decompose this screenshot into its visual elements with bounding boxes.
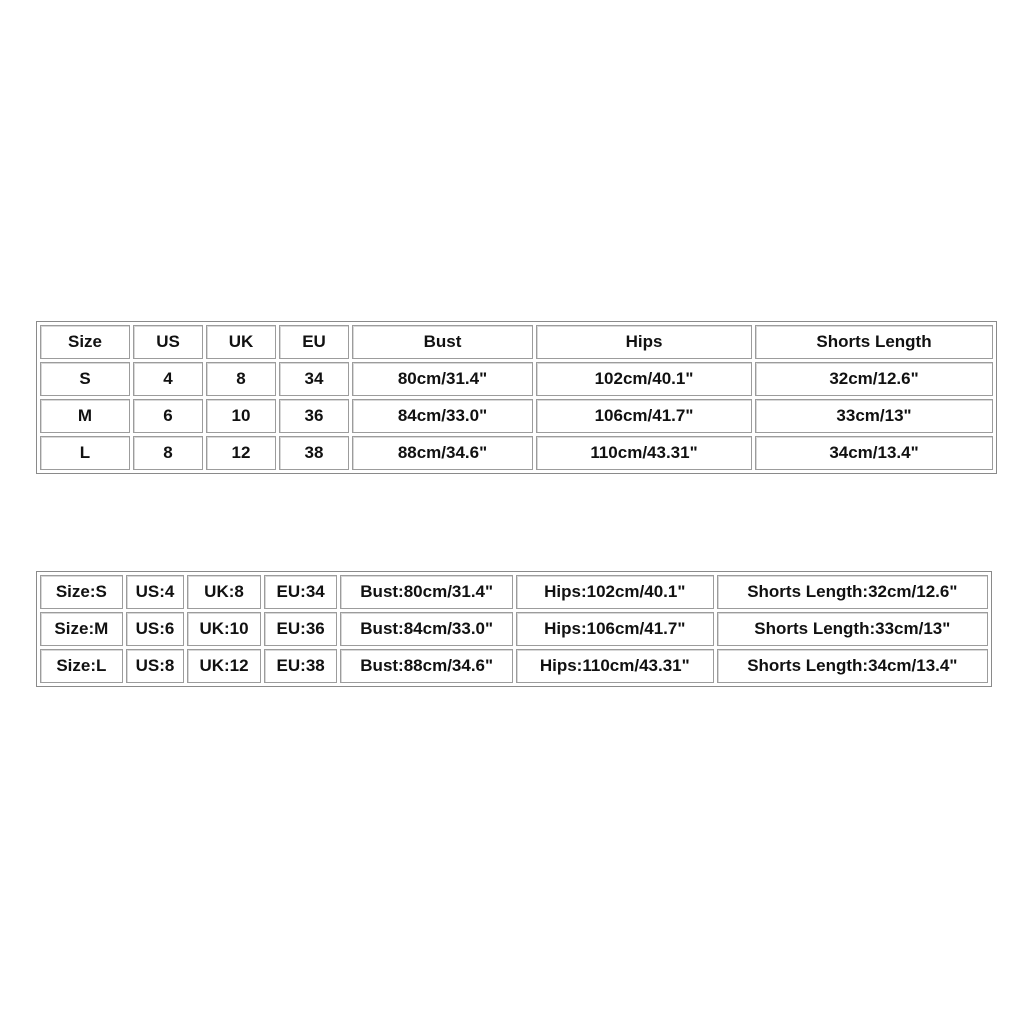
table-row <box>40 436 993 470</box>
table-cell: 32cm/12.6" <box>755 362 993 396</box>
header-cell-eu: EU <box>279 325 349 359</box>
table-cell: M <box>40 399 130 433</box>
header-cell-shorts-length: Shorts Length <box>755 325 993 359</box>
table-cell: 12 <box>206 436 276 470</box>
header-cell-size: Size <box>40 325 130 359</box>
table-cell: EU:36 <box>264 612 338 646</box>
table-row <box>40 612 988 646</box>
table-cell: 80cm/31.4" <box>352 362 533 396</box>
table-cell: EU:34 <box>264 575 338 609</box>
table-cell: Shorts Length:32cm/12.6" <box>717 575 988 609</box>
table-cell: Size:M <box>40 612 123 646</box>
table-cell: 8 <box>206 362 276 396</box>
table-cell: Hips:106cm/41.7" <box>516 612 714 646</box>
table-cell: 4 <box>133 362 203 396</box>
table-cell: US:8 <box>126 649 185 683</box>
table-cell: Size:S <box>40 575 123 609</box>
table-cell: L <box>40 436 130 470</box>
table-cell: 36 <box>279 399 349 433</box>
table-cell: US:6 <box>126 612 185 646</box>
table-row <box>40 575 988 609</box>
table-cell: 6 <box>133 399 203 433</box>
table-cell: Bust:88cm/34.6" <box>340 649 512 683</box>
table-cell: Hips:102cm/40.1" <box>516 575 714 609</box>
table-cell: 110cm/43.31" <box>536 436 752 470</box>
header-cell-bust: Bust <box>352 325 533 359</box>
table-cell: UK:8 <box>187 575 261 609</box>
table-cell: Hips:110cm/43.31" <box>516 649 714 683</box>
table-cell: 84cm/33.0" <box>352 399 533 433</box>
table-cell: US:4 <box>126 575 185 609</box>
size-chart-table-columns <box>36 321 997 474</box>
table-cell: 102cm/40.1" <box>536 362 752 396</box>
table-cell: Size:L <box>40 649 123 683</box>
table-cell: Shorts Length:33cm/13" <box>717 612 988 646</box>
table-cell: Bust:80cm/31.4" <box>340 575 512 609</box>
table-cell: 33cm/13" <box>755 399 993 433</box>
table-cell: 34 <box>279 362 349 396</box>
table-cell: Bust:84cm/33.0" <box>340 612 512 646</box>
table-cell: Shorts Length:34cm/13.4" <box>717 649 988 683</box>
table-cell: 10 <box>206 399 276 433</box>
table-header-row <box>40 325 993 359</box>
header-cell-uk: UK <box>206 325 276 359</box>
table-cell: S <box>40 362 130 396</box>
table-row <box>40 649 988 683</box>
header-cell-hips: Hips <box>536 325 752 359</box>
table-cell: UK:10 <box>187 612 261 646</box>
size-chart-table-inline <box>36 571 992 687</box>
table-cell: 34cm/13.4" <box>755 436 993 470</box>
table-cell: 88cm/34.6" <box>352 436 533 470</box>
table-cell: 8 <box>133 436 203 470</box>
table-row <box>40 362 993 396</box>
table-cell: EU:38 <box>264 649 338 683</box>
table-cell: 106cm/41.7" <box>536 399 752 433</box>
header-cell-us: US <box>133 325 203 359</box>
table-cell: UK:12 <box>187 649 261 683</box>
table-cell: 38 <box>279 436 349 470</box>
table-row <box>40 399 993 433</box>
